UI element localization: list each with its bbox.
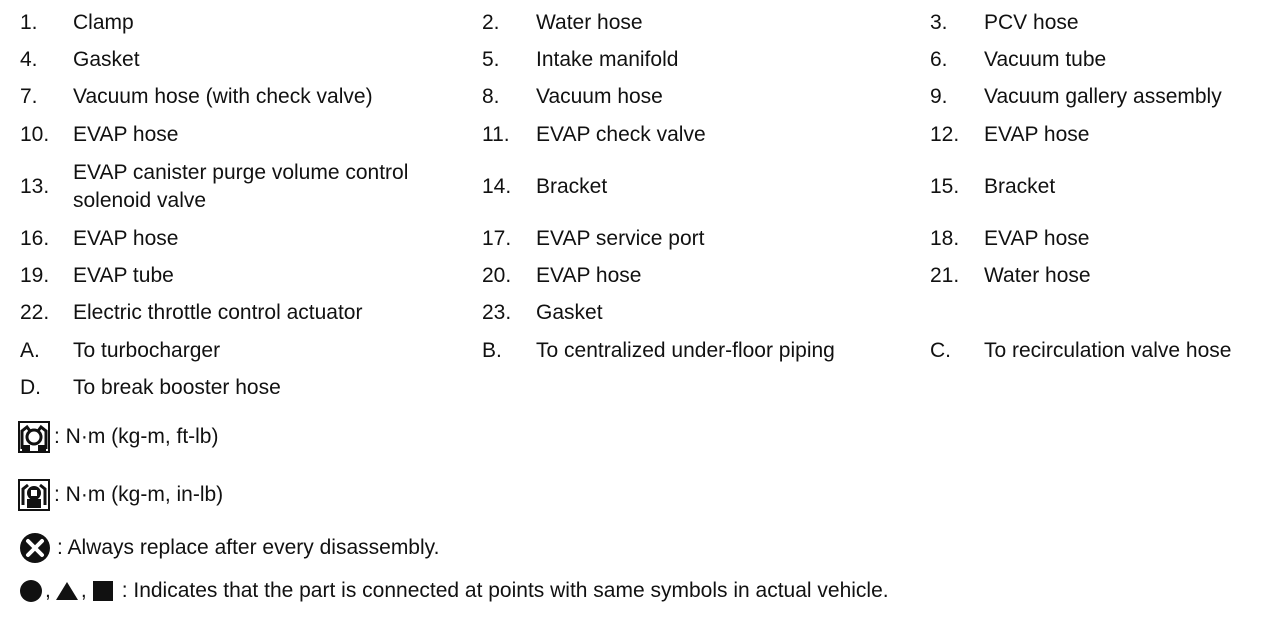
item-number: 19. (20, 264, 50, 288)
filled-circle-icon (18, 578, 44, 604)
item-number: 2. (482, 10, 500, 34)
item-label: To centralized under-floor piping (536, 338, 835, 362)
table-row (0, 295, 1280, 332)
item-label: Electric throttle control actuator (73, 301, 363, 325)
table-row (0, 220, 1280, 257)
item-label: EVAP hose (536, 264, 642, 288)
symbol-separator: , (80, 579, 87, 602)
table-row (0, 153, 1280, 220)
item-label: EVAP tube (73, 264, 174, 288)
item-number: 12. (930, 122, 960, 146)
item-number: 17. (482, 226, 512, 250)
legend-text: : N·m (kg-m, in-lb) (54, 483, 224, 506)
item-number: 16. (20, 226, 50, 250)
item-label: Bracket (536, 174, 608, 198)
item-label: To turbocharger (73, 338, 221, 362)
legend-text: : Always replace after every disassembly. (57, 536, 440, 559)
item-label: EVAP hose (984, 122, 1090, 146)
item-number: B. (482, 338, 502, 362)
item-label: EVAP hose (984, 226, 1090, 250)
torque-in-lb-icon (18, 479, 50, 511)
item-number: 4. (20, 47, 38, 71)
item-number: 13. (20, 174, 50, 198)
item-label: Gasket (536, 301, 603, 325)
table-row (0, 369, 1280, 406)
item-number: 21. (930, 264, 960, 288)
table-row (0, 257, 1280, 294)
legend-always-replace (18, 531, 439, 565)
legend-connection-symbols (18, 578, 889, 604)
item-label: Bracket (984, 174, 1056, 198)
item-number: 23. (482, 301, 512, 325)
item-label: Vacuum tube (984, 47, 1107, 71)
item-label: PCV hose (984, 10, 1079, 34)
item-label: Gasket (73, 47, 140, 71)
item-number: 22. (20, 301, 50, 325)
item-number: 6. (930, 47, 948, 71)
item-label: To recirculation valve hose (984, 338, 1232, 362)
table-row (0, 332, 1280, 369)
item-number: 3. (930, 10, 948, 34)
torque-ft-lb-icon (18, 421, 50, 453)
parts-legend-table (0, 4, 1280, 407)
filled-square-icon (90, 578, 116, 604)
item-number: 1. (20, 10, 38, 34)
item-label: Vacuum gallery assembly (984, 85, 1222, 109)
item-number: D. (20, 376, 41, 400)
table-row (0, 116, 1280, 153)
item-number: C. (930, 338, 951, 362)
item-number: 7. (20, 85, 38, 109)
item-number: 14. (482, 174, 512, 198)
table-row (0, 79, 1280, 116)
item-number: 15. (930, 174, 960, 198)
item-number: 5. (482, 47, 500, 71)
always-replace-icon (18, 531, 52, 565)
legend-torque-in-lb (18, 479, 223, 511)
item-number: A. (20, 338, 40, 362)
item-number: 10. (20, 122, 50, 146)
legend-torque-ft-lb (18, 421, 218, 453)
item-label: Intake manifold (536, 47, 679, 71)
item-label: EVAP service port (536, 226, 705, 250)
item-label: EVAP hose (73, 226, 179, 250)
item-label: EVAP canister purge volume control solenoid valve (73, 160, 409, 212)
filled-triangle-icon (54, 578, 80, 604)
item-label: Clamp (73, 10, 134, 34)
item-number: 11. (482, 122, 510, 146)
item-label: EVAP check valve (536, 122, 706, 146)
item-label: Water hose (536, 10, 643, 34)
item-label: EVAP hose (73, 122, 179, 146)
item-number: 8. (482, 85, 500, 109)
item-label: Water hose (984, 264, 1091, 288)
item-label: Vacuum hose (536, 85, 663, 109)
symbol-separator: , (45, 579, 51, 602)
item-number: 18. (930, 226, 960, 250)
item-number: 20. (482, 264, 512, 288)
item-label: Vacuum hose (with check valve) (73, 85, 373, 109)
item-number: 9. (930, 85, 948, 109)
table-row (0, 4, 1280, 41)
item-label: To break booster hose (73, 376, 281, 400)
legend-text: : N·m (kg-m, ft-lb) (54, 425, 219, 448)
table-row (0, 41, 1280, 78)
legend-text: : Indicates that the part is connected at points with same symbols in actual vehicle. (121, 579, 889, 602)
